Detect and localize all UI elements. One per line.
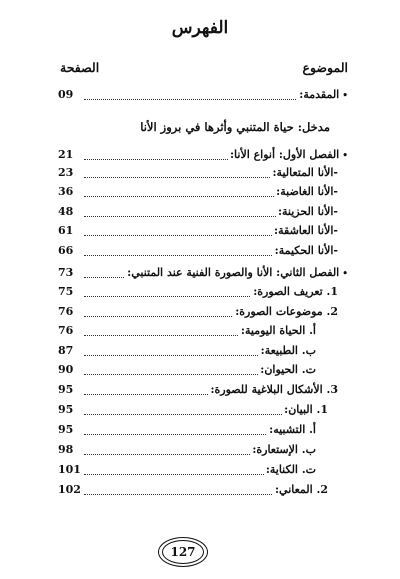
- entry-label: 3. الأشكال البلاغية للصورة:: [210, 383, 338, 396]
- entry-page-number: 102: [58, 483, 81, 496]
- intro-heading: مدخل: حياة المتنبي وأثرها في بروز الأنا: [140, 120, 330, 134]
- toc-entry: [58, 324, 316, 340]
- entry-label: -الأنا المتعالية:: [272, 166, 338, 179]
- entry-label: •المقدمة:: [299, 88, 348, 101]
- entry-label: 2. المعاني:: [274, 483, 328, 496]
- entry-label: ت. الحيوان:: [260, 363, 316, 376]
- entry-page-number: 66: [58, 244, 74, 257]
- entry-page-number: 09: [58, 88, 74, 101]
- entry-page-number: 87: [58, 344, 74, 357]
- toc-entry: [58, 443, 316, 459]
- entry-label: -الأنا الغاضبة:: [276, 185, 338, 198]
- entry-page-number: 95: [58, 383, 74, 396]
- toc-entry: [58, 463, 316, 479]
- entry-label: -الأنا الحكيمة:: [274, 244, 338, 257]
- entry-page-number: 23: [58, 166, 74, 179]
- entry-page-number: 95: [58, 403, 74, 416]
- bullet-icon: •: [342, 269, 348, 279]
- entry-label: 2. موضوعات الصورة:: [235, 305, 338, 318]
- entry-label: -الأنا الحزينة:: [277, 205, 338, 218]
- bullet-icon: •: [342, 91, 348, 101]
- toc-entry: [58, 244, 338, 260]
- toc-entry: [58, 88, 348, 104]
- entry-label: -الأنا العاشقة:: [274, 224, 338, 237]
- entry-label: ت. الكناية:: [265, 463, 316, 476]
- entry-label: •الفصل الثاني: الأنا والصورة الفنية عند المتنبي:: [127, 266, 348, 279]
- bullet-icon: •: [342, 151, 348, 161]
- toc-entry: [58, 266, 348, 282]
- page-number: 127: [162, 540, 204, 564]
- toc-entry: [58, 483, 328, 499]
- entry-page-number: 76: [58, 305, 74, 318]
- page-title: الفهرس: [171, 18, 229, 38]
- entry-label: •الفصل الأول: أنواع الأنا:: [229, 148, 348, 161]
- toc-entry: [58, 148, 348, 164]
- entry-page-number: 101: [58, 463, 81, 476]
- toc-entry: [58, 305, 338, 321]
- entry-label: 1. تعريف الصورة:: [253, 285, 338, 298]
- entry-page-number: 95: [58, 423, 74, 436]
- toc-entry: [58, 344, 316, 360]
- entry-label: أ. الحياة اليومية:: [240, 324, 316, 337]
- entry-label: أ. التشبيه:: [269, 423, 316, 436]
- entry-page-number: 98: [58, 443, 74, 456]
- toc-entry: [58, 363, 316, 379]
- entry-page-number: 36: [58, 185, 74, 198]
- entry-label: 1. البيان:: [284, 403, 328, 416]
- entry-page-number: 21: [58, 148, 74, 161]
- toc-entry: [58, 205, 338, 221]
- entry-page-number: 90: [58, 363, 74, 376]
- toc-entry: [58, 423, 316, 439]
- toc-entry: [58, 166, 338, 182]
- entry-label: ب. الإستعارة:: [252, 443, 316, 456]
- toc-entry: [58, 285, 338, 301]
- entry-page-number: 48: [58, 205, 74, 218]
- toc-entry: [58, 403, 328, 419]
- entry-label: ب. الطبيعة:: [260, 344, 316, 357]
- topic-column-header: الموضوع: [302, 60, 348, 75]
- entry-page-number: 76: [58, 324, 74, 337]
- toc-entry: [58, 383, 338, 399]
- page-column-header: الصفحة: [60, 60, 100, 75]
- entry-page-number: 75: [58, 285, 74, 298]
- toc-entry: [58, 185, 338, 201]
- entry-page-number: 73: [58, 266, 74, 279]
- entry-page-number: 61: [58, 224, 74, 237]
- toc-entry: [58, 224, 338, 240]
